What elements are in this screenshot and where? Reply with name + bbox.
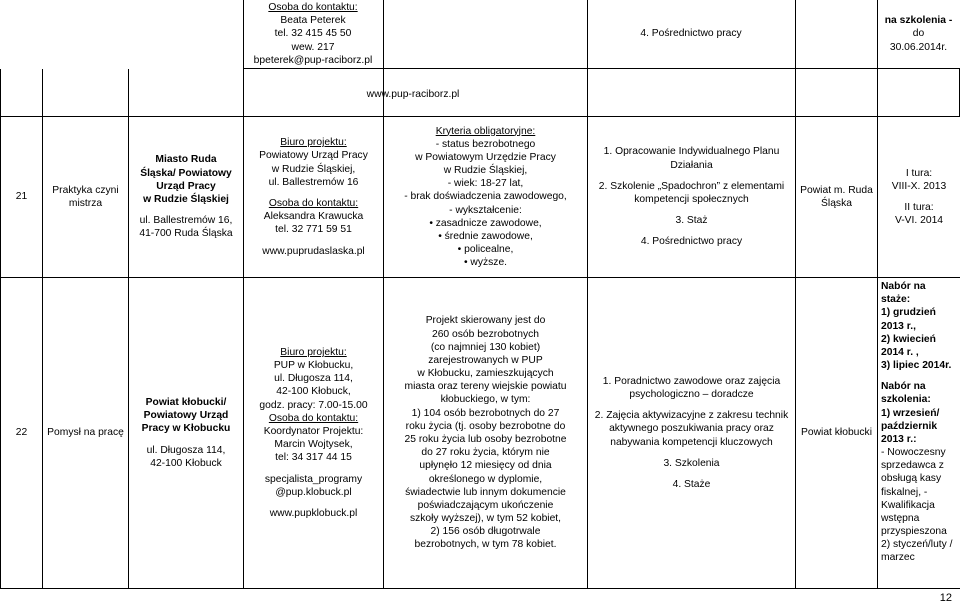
top-form-cell bbox=[587, 0, 795, 69]
description-line: 2) 156 osób długotrwale bbox=[430, 526, 541, 538]
office-line: w Rudzie Śląskiej, bbox=[271, 163, 356, 175]
office-line: ul. Długosza 114, bbox=[274, 373, 353, 385]
top-form-text: 4. Pośrednictwo pracy bbox=[640, 28, 742, 40]
leader-line: Pracy w Kłobucku bbox=[141, 423, 231, 435]
top-contact-cell bbox=[243, 0, 383, 69]
office-label: Biuro projektu: bbox=[280, 137, 347, 149]
projects-table bbox=[0, 116, 960, 589]
list-item: • policealne, bbox=[387, 243, 584, 256]
top-contact-line: wew. 217 bbox=[291, 41, 335, 53]
form-item: 1. Opracowanie Indywidualnego Planu Działania bbox=[603, 146, 780, 171]
office-line: ul. Ballestremów 16 bbox=[268, 176, 359, 188]
contact-line: tel: 34 317 44 15 bbox=[275, 452, 352, 464]
support-forms bbox=[588, 117, 796, 278]
top-contact-line: Beata Peterek bbox=[280, 15, 346, 27]
table-row bbox=[1, 278, 960, 589]
office-website: www.pupklobuck.pl bbox=[269, 507, 358, 519]
criteria-line: w Rudzie Śląskiej, bbox=[443, 165, 528, 177]
leader-line: Miasto Ruda bbox=[155, 154, 217, 166]
description-line: Projekt skierowany jest do bbox=[425, 315, 546, 327]
contact-email: @pup.klobuck.pl bbox=[275, 486, 352, 498]
list-item: • średnie zawodowe, bbox=[387, 230, 584, 243]
criteria-line: - brak doświadczenia zawodowego, bbox=[404, 191, 567, 203]
form-item: 2. Szkolenie „Spadochron” z elementami kompetencji społecznych bbox=[598, 180, 785, 205]
form-item: 4. Pośrednictwo pracy bbox=[640, 236, 743, 248]
leader-line: Powiatowy Urząd bbox=[143, 410, 229, 422]
project-area: Powiat kłobucki bbox=[796, 278, 878, 589]
target-group bbox=[384, 117, 588, 278]
form-item: 2. Zajęcia aktywizacyjne z zakresu technik aktywnego poszukiwania pracy oraz nabywania kompetencji kluczowych bbox=[594, 410, 789, 448]
criteria-line: - wiek: 18-27 lat, bbox=[447, 178, 524, 190]
description-line: kłobuckiego, w tym: bbox=[440, 394, 531, 406]
criteria-line: - status bezrobotnego bbox=[435, 138, 536, 150]
criteria-line: - wykształcenie: bbox=[449, 204, 522, 216]
contact-line: Aleksandra Krawucka bbox=[263, 211, 364, 223]
top-contact-label: Osoba do kontaktu: bbox=[268, 2, 358, 14]
project-area: Powiat m. Ruda Śląska bbox=[796, 117, 878, 278]
description-line: 260 osób bezrobotnych bbox=[431, 328, 540, 340]
contact-line: Koordynator Projektu: bbox=[263, 426, 364, 437]
table-row bbox=[1, 117, 960, 278]
recruit-text: - Nowoczesny sprzedawca z obsługą kasy fiskalnej, - Kwalifikacja wstępna przyspieszona 2) styczeń/luty / marzec bbox=[881, 447, 953, 564]
criteria-bullets bbox=[387, 217, 584, 270]
leader-address: ul. Długosza 114, bbox=[146, 444, 226, 456]
top-contact-line: tel. 32 415 45 50 bbox=[274, 28, 352, 40]
recruit-label: Nabór na staże: bbox=[881, 281, 926, 306]
row-number: 21 bbox=[1, 117, 43, 278]
description-line: upłynęło 12 miesięcy od dnia bbox=[419, 460, 552, 472]
form-item: 1. Poradnictwo zawodowe oraz zajęcia psychologiczno – doradcze bbox=[602, 375, 781, 401]
project-name: Pomysł na pracę bbox=[43, 278, 129, 589]
top-website: www.pup-raciborz.pl bbox=[366, 89, 460, 100]
contact-label: Osoba do kontaktu: bbox=[268, 412, 359, 424]
contact-line: tel. 32 771 59 51 bbox=[275, 224, 352, 236]
description-line: zarejestrowanych w PUP bbox=[428, 354, 543, 366]
leader-address: 41-700 Ruda Śląska bbox=[139, 228, 233, 240]
description-line: świadectwie lub innym dokumencie bbox=[405, 486, 566, 498]
form-item: 3. Szkolenia bbox=[663, 457, 720, 469]
target-group bbox=[384, 278, 588, 589]
project-name: Praktyka czyni mistrza bbox=[43, 117, 129, 278]
contact-email: specjalista_programy bbox=[264, 473, 363, 485]
description-line: roku życia (tj. osoby bezrobotne do bbox=[405, 420, 566, 432]
description-line: w Kłobucku, zamieszkujących bbox=[417, 368, 554, 380]
description-line: do 27 roku życia, którym nie bbox=[421, 447, 550, 459]
leader-line: w Rudzie Śląskiej bbox=[143, 194, 229, 205]
project-office bbox=[244, 117, 384, 278]
page-number: 12 bbox=[939, 591, 952, 604]
recruitment bbox=[878, 117, 960, 278]
description-line: miasta oraz tereny wiejskie powiatu bbox=[404, 381, 567, 393]
office-line: Powiatowy Urząd Pracy bbox=[259, 150, 368, 162]
top-recruit-line: do bbox=[912, 28, 925, 40]
description-line: określonego w dyplomie, bbox=[428, 473, 543, 485]
description-line: (co najmniej 130 kobiet) bbox=[430, 341, 541, 353]
project-leader bbox=[129, 117, 244, 278]
office-label: Biuro projektu: bbox=[280, 346, 347, 358]
form-item: 4. Staże bbox=[672, 478, 711, 490]
recruit-line: II tura: bbox=[904, 202, 934, 213]
recruitment bbox=[878, 278, 960, 589]
recruit-label: Nabór na szkolenia: bbox=[881, 381, 931, 406]
office-line: godz. pracy: 7.00-15.00 bbox=[259, 399, 368, 411]
project-leader bbox=[129, 278, 244, 589]
recruit-line: 1) grudzień 2013 r., bbox=[881, 307, 936, 332]
recruit-line: 1) wrzesień/ październik 2013 r.: bbox=[881, 407, 940, 445]
recruit-line: 2) kwiecień 2014 r. , bbox=[881, 333, 936, 358]
leader-line: Powiat kłobucki/ bbox=[145, 397, 227, 409]
recruit-line: I tura: bbox=[905, 167, 933, 179]
description-line: 1) 104 osób bezrobotnych do 27 bbox=[411, 407, 560, 419]
row-number: 22 bbox=[1, 278, 43, 589]
recruit-line: VIII-X. 2013 bbox=[891, 180, 947, 192]
top-contact-email: bpeterek@pup-raciborz.pl bbox=[253, 54, 373, 66]
leader-address: ul. Ballestremów 16, bbox=[139, 215, 233, 227]
top-recruit-line: 30.06.2014r. bbox=[889, 41, 948, 53]
office-website: www.puprudaslaska.pl bbox=[262, 245, 365, 257]
leader-line: Śląska/ Powiatowy bbox=[140, 167, 232, 179]
list-item: • wyższe. bbox=[387, 256, 584, 269]
description-line: poświadczającym ukończenie bbox=[417, 499, 554, 511]
office-line: 42-100 Kłobuck, bbox=[276, 386, 351, 398]
top-row bbox=[0, 0, 960, 69]
recruit-line: V-VI. 2014 bbox=[894, 215, 944, 227]
project-office bbox=[244, 278, 384, 589]
contact-line: Marcin Wojtysek, bbox=[274, 439, 353, 451]
list-item: • zasadnicze zawodowe, bbox=[387, 217, 584, 230]
recruit-line: 3) lipiec 2014r. bbox=[881, 360, 952, 372]
criteria-label: Kryteria obligatoryjne: bbox=[435, 125, 536, 137]
office-line: PUP w Kłobucku, bbox=[273, 360, 354, 372]
description-line: bezrobotnych, w tym 78 kobiet. bbox=[414, 539, 557, 551]
description-line: szkoły wyższej), w tym 52 kobiet, bbox=[409, 513, 562, 525]
top-recruit-line: na szkolenia - bbox=[884, 15, 953, 27]
leader-address: 42-100 Kłobuck bbox=[150, 457, 222, 469]
support-forms bbox=[588, 278, 796, 589]
leader-line: Urząd Pracy bbox=[156, 180, 216, 192]
contact-label: Osoba do kontaktu: bbox=[268, 198, 359, 209]
top-recruit-cell bbox=[877, 0, 960, 69]
criteria-line: w Powiatowym Urzędzie Pracy bbox=[415, 151, 556, 163]
form-item: 3. Staż bbox=[675, 215, 708, 227]
description-line: 25 roku życia lub osoby bezrobotne bbox=[404, 434, 567, 445]
